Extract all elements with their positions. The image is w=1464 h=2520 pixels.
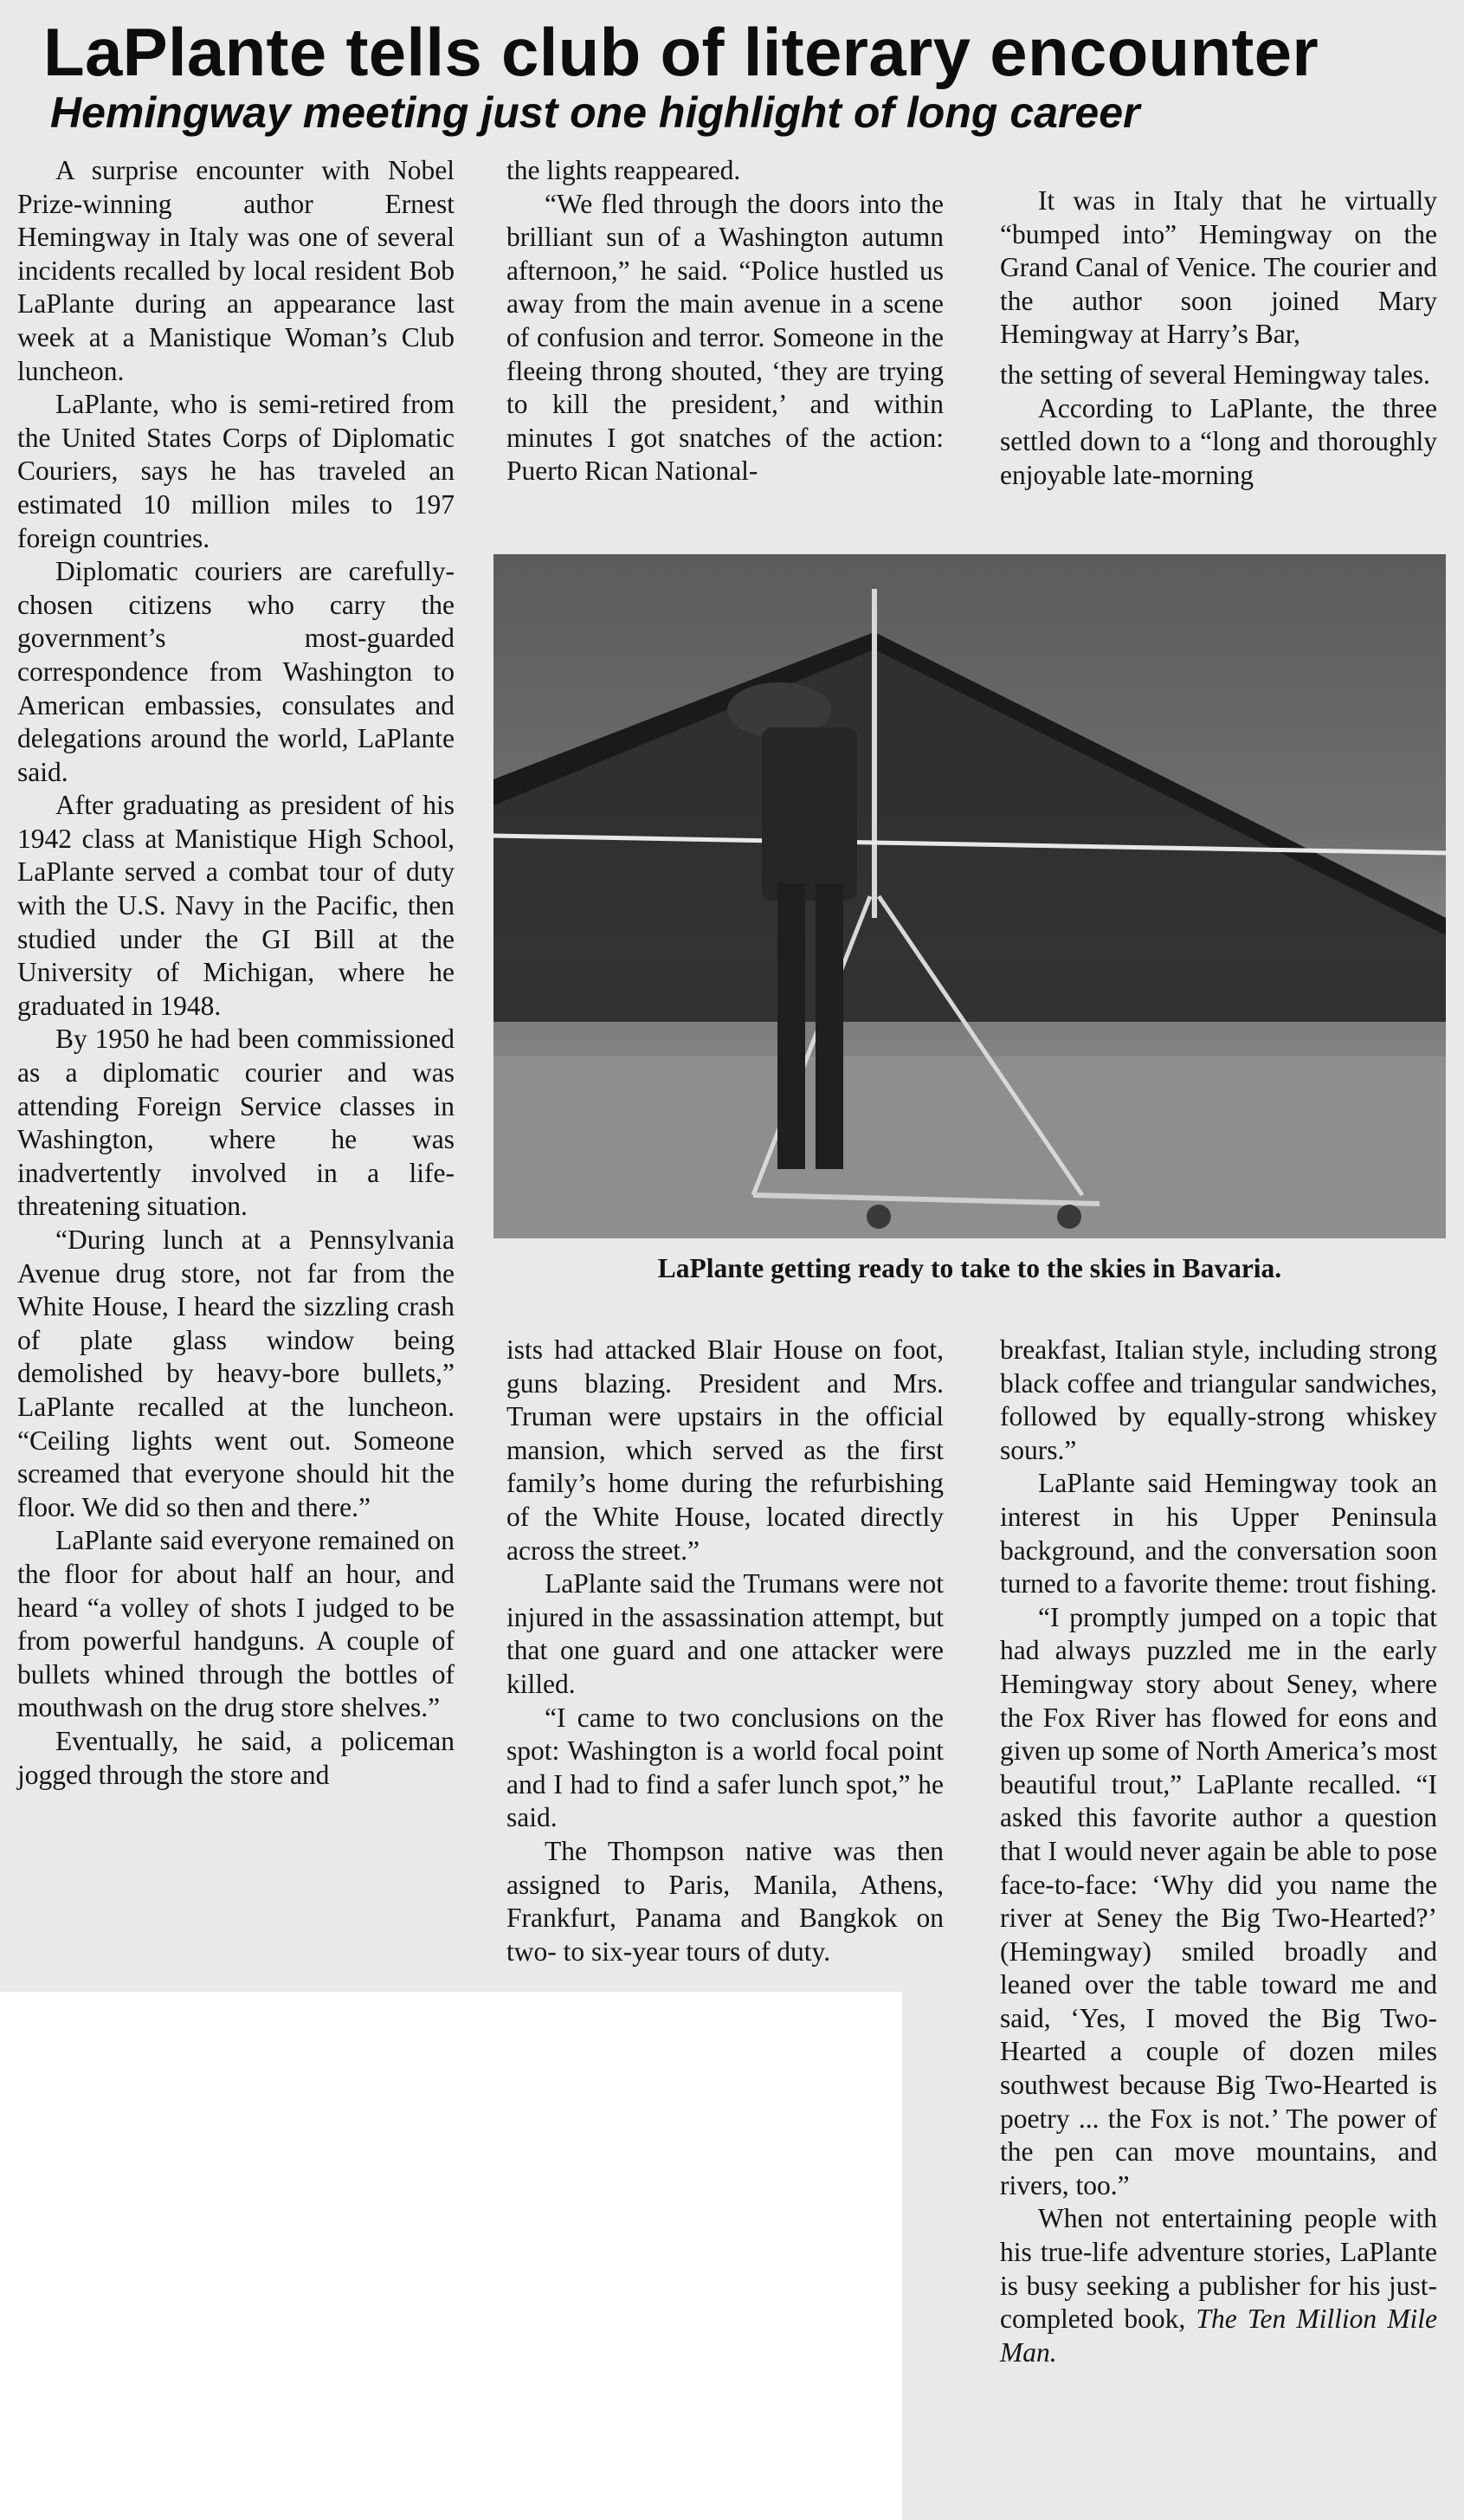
paragraph: According to LaPlante, the three settled down to a “long and thoroughly enjoyable late-morning	[1000, 392, 1437, 490]
paragraph: After graduating as president of his 1942 class at Manistique High School, LaPlante served a combat tour of duty with the U.S. Navy in the Pacific, then studied under the GI Bill at the University of Michigan, where he graduated in 1948.	[17, 790, 455, 1021]
paragraph: “We fled through the doors into the brilliant sun of a Washington autumn afternoon,” he said. “Police hustled us away from the main avenue in a scene of confusion and terror. Someone in the fleeing throng shouted, ‘they are trying to kill the president,’ and within minutes I got snatches of the action: Puerto Rican National-	[506, 188, 944, 487]
paragraph: It was in Italy that he virtually “bumped into” Hemingway on the Grand Canal of Venice. The courier and the author soon joined Mary Hemingway at Harry’s Bar,	[1000, 185, 1437, 350]
paragraph: The Thompson native was then assigned to Paris, Manila, Athens, Frankfurt, Panama and Bangkok on two- to six-year tours of duty.	[506, 1835, 944, 1967]
paragraph: the lights reappeared.	[506, 155, 741, 185]
paragraph: Eventually, he said, a policeman jogged through the store and	[17, 1725, 455, 1790]
paragraph-text: When not entertaining people with his true-life adventure stories, LaPlante is busy seeking a publisher for his just-completed book,	[1000, 2203, 1437, 2335]
paragraph: breakfast, Italian style, including strong black coffee and triangular sandwiches, followed by equally-strong whiskey sours.”	[1000, 1334, 1437, 1465]
paragraph: A surprise encounter with Nobel Prize-winning author Ernest Hemingway in Italy was one of several incidents recalled by local resident Bob LaPlante during an appearance last week at a Manistique Woman’s Club luncheon.	[17, 155, 455, 386]
hang-glider-photo	[493, 554, 1446, 1238]
paragraph: LaPlante said Hemingway took an interest in his Upper Peninsula background, and the conversation soon turned to a favorite theme: trout fishing.	[1000, 1468, 1437, 1599]
column-2-bottom	[506, 1334, 944, 1968]
closing-paragraph	[1000, 2202, 1437, 2369]
subheadline: Hemingway meeting just one highlight of long career	[50, 88, 1140, 137]
column-2-top	[506, 154, 944, 488]
paragraph: LaPlante said everyone remained on the floor for about half an hour, and heard “a volley of shots I judged to be from powerful handguns. A couple of bullets whined through the bottles of mouthwash on the drug store shelves.”	[17, 1525, 455, 1723]
paragraph: “I came to two conclusions on the spot: Washington is a world focal point and I had to find a safer lunch spot,” he said.	[506, 1702, 944, 1833]
hang-glider-illustration	[493, 554, 1446, 1238]
photo-caption: LaPlante getting ready to take to the skies in Bavaria.	[657, 1253, 1282, 1283]
paragraph: LaPlante said the Trumans were not injured in the assassination attempt, but that one guard and one attacker were killed.	[506, 1568, 944, 1699]
book-title: The Ten Million Mile Man.	[1000, 2304, 1437, 2368]
paragraph: ists had attacked Blair House on foot, guns blazing. President and Mrs. Truman were upstairs in the official mansion, which served as the first family’s home during the refurbishing of the White House, located directly across the street.”	[506, 1334, 944, 1566]
paragraph: LaPlante, who is semi-retired from the United States Corps of Diplomatic Couriers, says he has traveled an estimated 10 million miles to 197 foreign countries.	[17, 389, 455, 553]
paragraph: “During lunch at a Pennsylvania Avenue drug store, not far from the White House, I heard the sizzling crash of plate glass window being demolished by heavy-bore bullets,” LaPlante recalled at the luncheon. “Ceiling lights went out. Someone screamed that everyone should hit the floor. We did so then and there.”	[17, 1224, 455, 1522]
paragraph: the setting of several Hemingway tales.	[1000, 359, 1430, 390]
paragraph: “I promptly jumped on a topic that had always puzzled me in the early Hemingway story about Seney, where the Fox River has flowed for eons and given up some of North America’s most beautiful trout,” LaPlante recalled. “I asked this favorite author a question that I would never again be able to pose face-to-face: ‘Why did you name the river at Seney the Big Two-Hearted?’ (Hemingway) smiled broadly and leaned over the table toward me and said, ‘Yes, I moved the Big Two-Hearted a couple of dozen miles southwest because Big Two-Hearted is poetry ... the Fox is not.’ The power of the pen can move mountains, and rivers, too.”	[1000, 1601, 1437, 2200]
column-1	[17, 154, 455, 1792]
paragraph: Diplomatic couriers are carefully-chosen citizens who carry the government’s most-guarded correspondence from Washington to American embassies, consulates and delegations around the world, LaPlante said.	[17, 556, 455, 787]
column-3-top	[1000, 184, 1437, 492]
headline: LaPlante tells club of literary encounter	[43, 14, 1319, 90]
paragraph: By 1950 he had been commissioned as a diplomatic courier and was attending Foreign Service classes in Washington, where he was inadvertently involved in a life-threatening situation.	[17, 1024, 455, 1222]
column-3-bottom	[1000, 1334, 1437, 2369]
